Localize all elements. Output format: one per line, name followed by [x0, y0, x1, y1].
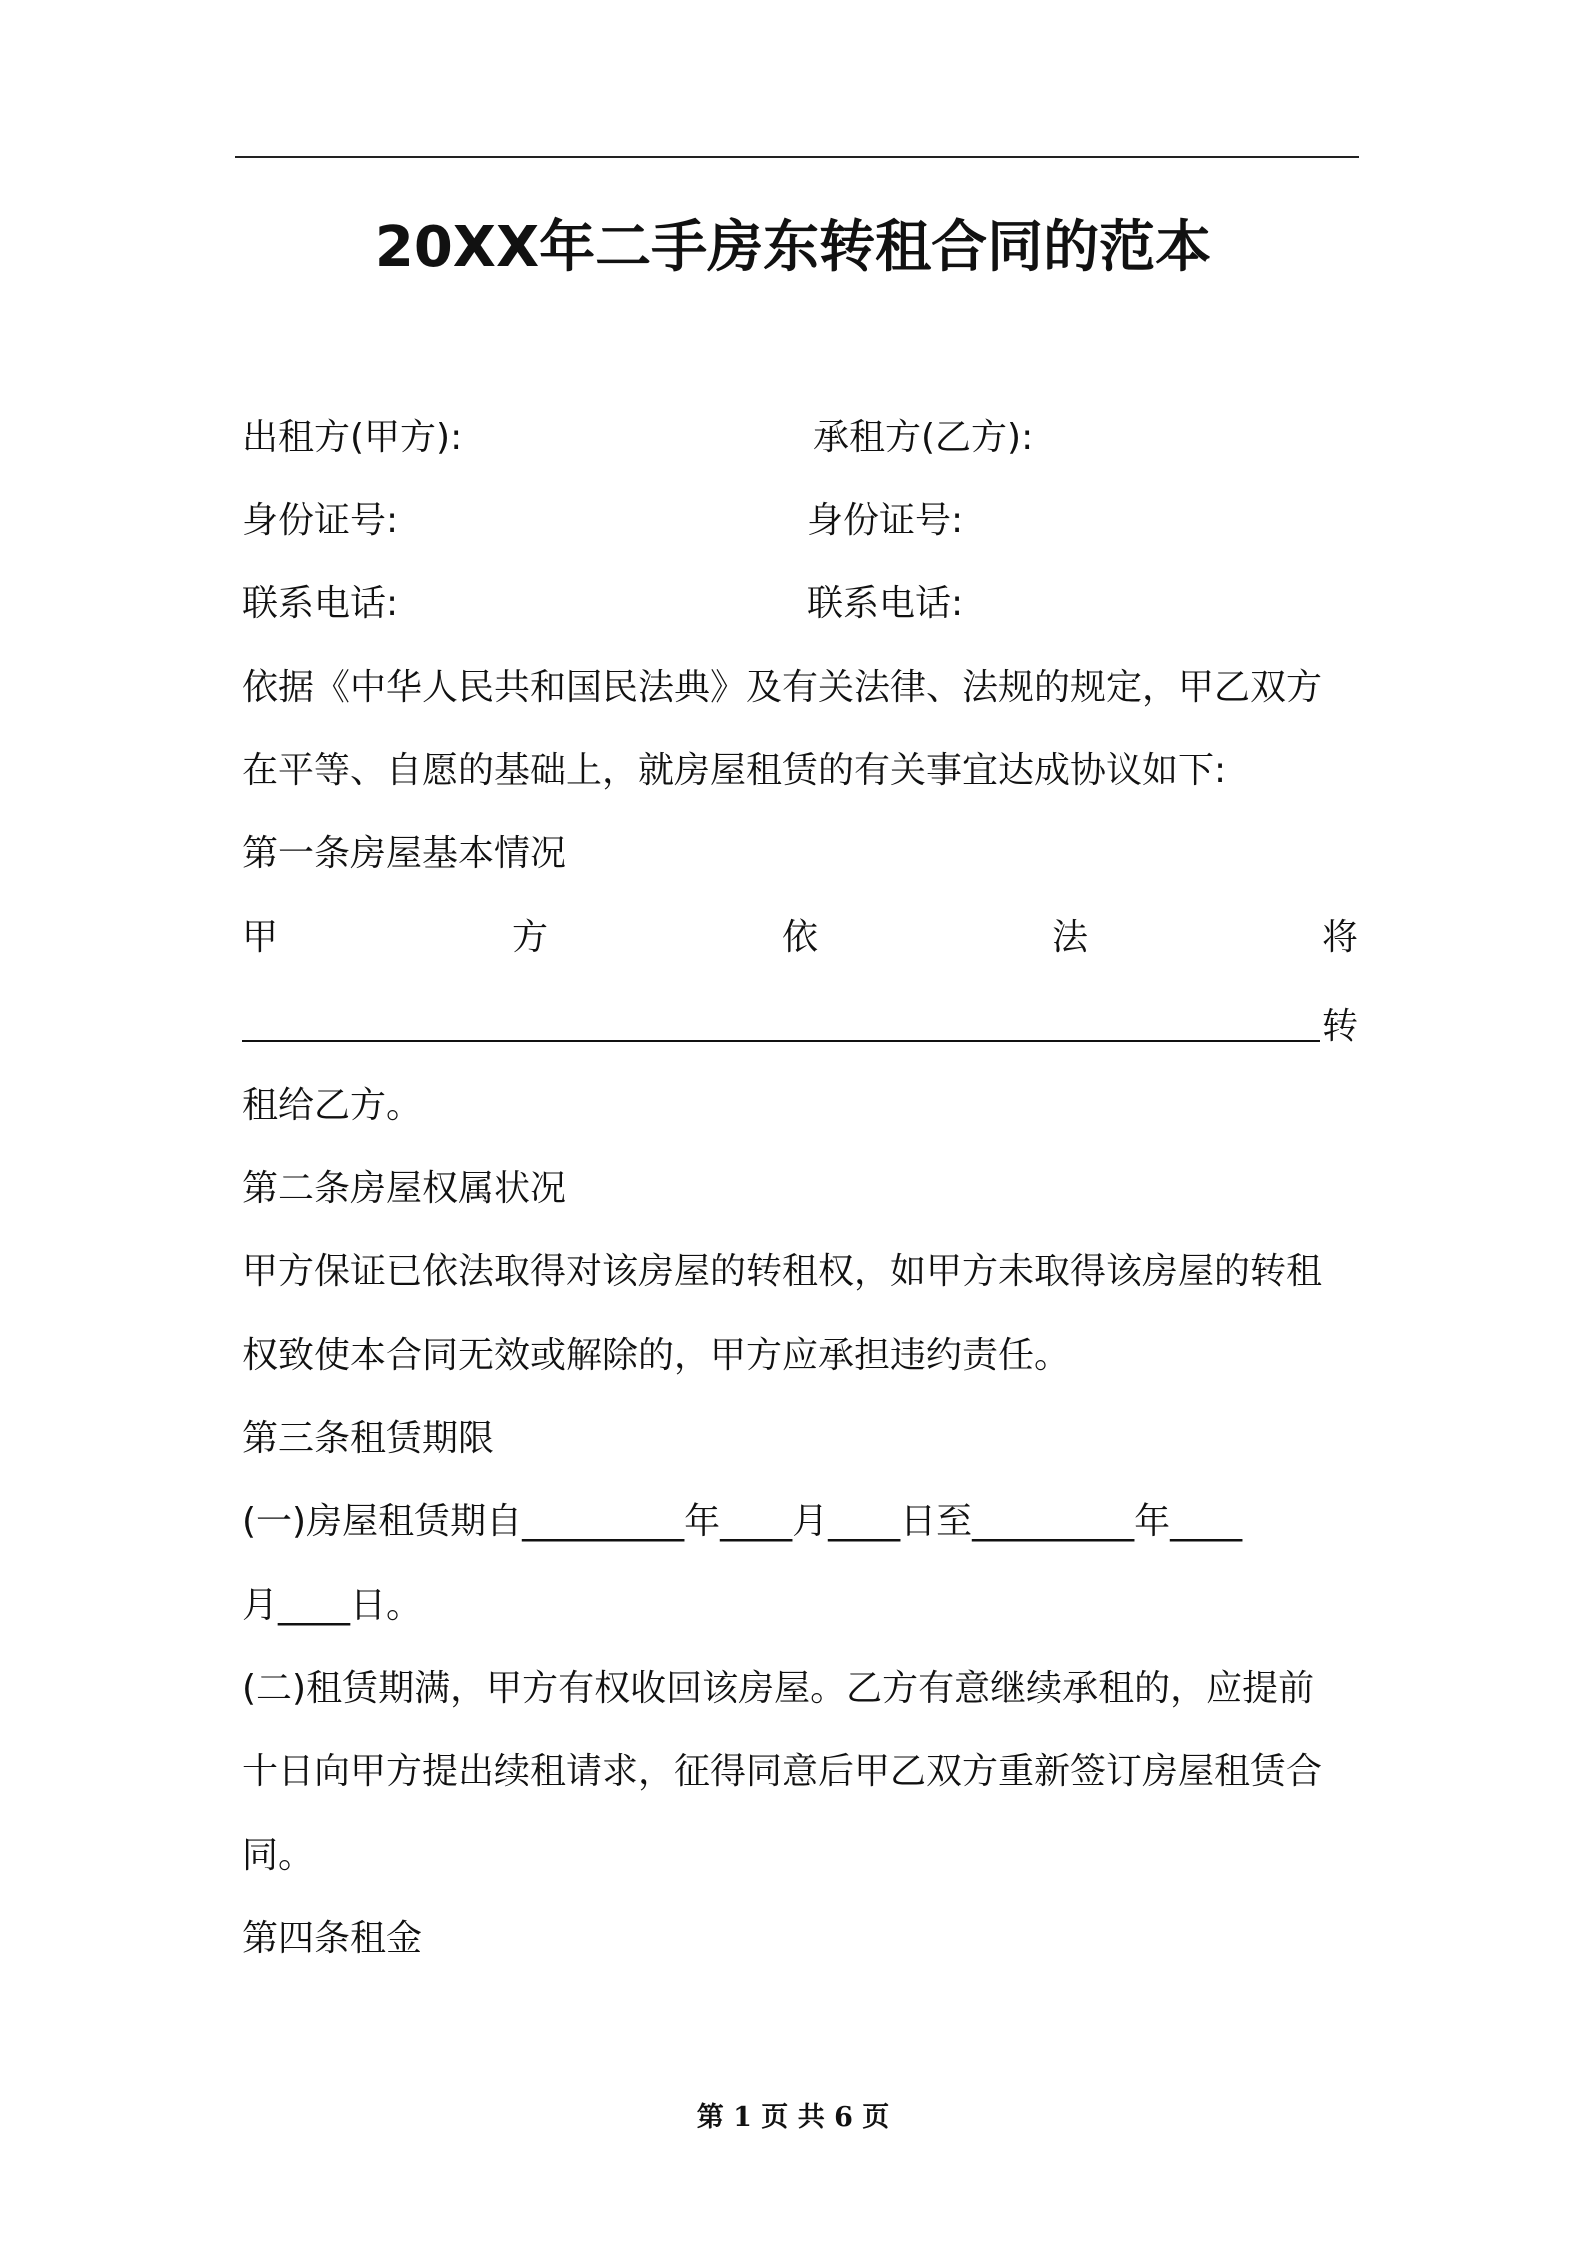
article3-clause2-line-1: (二)租赁期满，甲方有权收回该房屋。乙方有意继续承租的，应提前 — [242, 1668, 1315, 1709]
spread-char: 方 — [511, 917, 548, 958]
article1-heading: 第一条房屋基本情况 — [242, 833, 567, 874]
spread-char: 依 — [781, 917, 818, 958]
article4-heading: 第四条租金 — [242, 1918, 423, 1959]
lessor-id-label: 身份证号: — [242, 500, 399, 541]
intro-line-1: 依据《中华人民共和国民法典》及有关法律、法规的规定，甲乙双方 — [242, 667, 1323, 708]
article1-line-1 — [242, 913, 1358, 963]
phone-row — [242, 579, 1358, 629]
article3-heading: 第三条租赁期限 — [242, 1418, 495, 1459]
page-number-footer: 第 1 页 共 6 页 — [696, 2102, 890, 2133]
spread-char: 甲 — [242, 917, 279, 958]
article3-clause2-line-2: 十日向甲方提出续租请求，征得同意后甲乙双方重新签订房屋租赁合 — [242, 1751, 1323, 1792]
spread-char: 法 — [1051, 917, 1088, 958]
article1-line-2 — [242, 1002, 1358, 1052]
article3-clause2-line-3: 同。 — [242, 1835, 315, 1876]
lessor-phone-label: 联系电话: — [242, 583, 399, 624]
id-row — [242, 496, 1358, 546]
lessee-phone-label: 联系电话: — [807, 583, 964, 624]
article1-line-3: 租给乙方。 — [242, 1085, 423, 1126]
lessor-label: 出租方(甲方): — [242, 417, 463, 458]
article2-heading: 第二条房屋权属状况 — [242, 1168, 567, 1209]
intro-line-2: 在平等、自愿的基础上，就房屋租赁的有关事宜达成协议如下: — [242, 750, 1227, 791]
lessor-row — [242, 413, 1358, 463]
lessee-id-label: 身份证号: — [807, 500, 964, 541]
article3-clause1-line-1: (一)房屋租赁期自_________年____月____日至_________年____ — [242, 1501, 1243, 1542]
fill-blank-underline — [242, 1039, 1320, 1042]
document-title: 20XX年二手房东转租合同的范本 — [374, 215, 1212, 280]
article2-line-2: 权致使本合同无效或解除的，甲方应承担违约责任。 — [242, 1335, 1071, 1376]
spread-char: 将 — [1321, 917, 1358, 958]
article2-line-1: 甲方保证已依法取得对该房屋的转租权，如甲方未取得该房屋的转租 — [242, 1251, 1323, 1292]
lessee-label: 承租方(乙方): — [813, 417, 1034, 458]
blank-suffix: 转 — [1321, 1006, 1358, 1047]
article3-clause1-line-2: 月____日。 — [242, 1585, 423, 1626]
header-rule — [235, 156, 1359, 158]
